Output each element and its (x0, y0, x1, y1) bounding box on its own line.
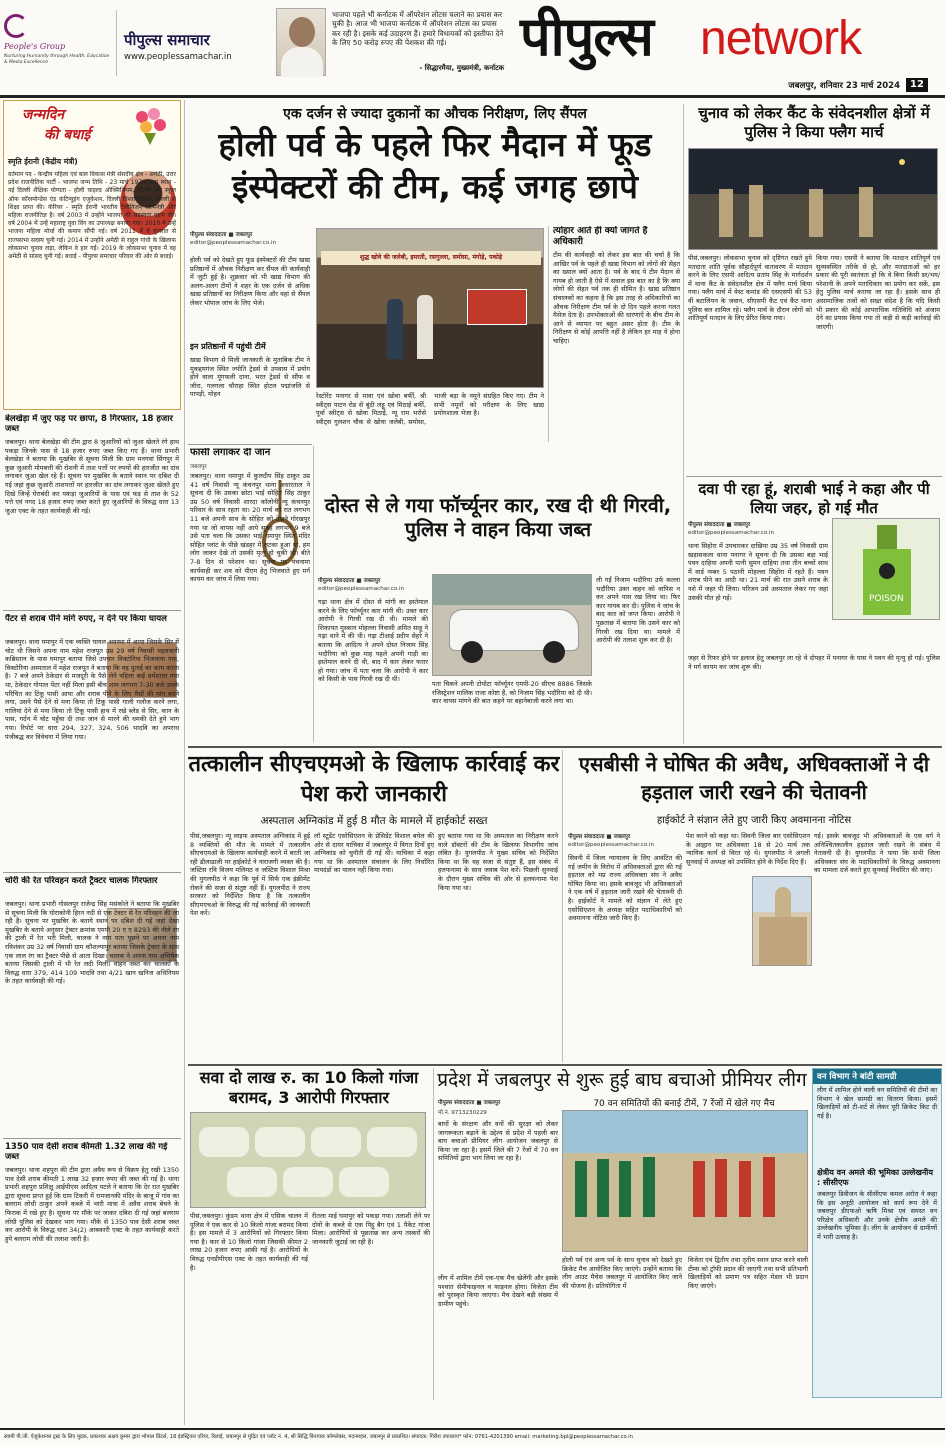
poison-email: editor@peoplessamachar.co.in (688, 530, 775, 536)
fortuner-byline: पीपुल्स संवाददाता ■ जबलपुर (318, 578, 381, 584)
fda-headline: होली पर्व के पहले फिर मैदान में फूड इंस्पेक्टरों की टीम, कई जगह छापे (218, 125, 652, 206)
forest-box-subhead: क्षेत्रीय वन अमले की भूमिका उल्लेखनीय : सीसीएफ (817, 1168, 934, 1187)
dateline: जबलपुर, शनिवार 23 मार्च 2024 (788, 81, 900, 91)
fortuner-car-photo (432, 574, 592, 676)
ganja-text: पीसं,जबलपुर। कुंडम थाना क्षेत्र में एसिक चालन में पुलिस ने एक कार से 10 किलो गांजा बरामद किया है। इस मामले में 3 आरोपियों को गिरफ्तार किया गया है। कार से 10 किलो गांजा जिसकी कीमत 2 लाख 20 हजार रुपए आंकी गई है। आरोपियों के विरुद्ध एनडीपीएस एक्ट के तहत कार्यवाही की गई है। (190, 1212, 308, 1272)
poison-byline: पीपुल्स संवाददाता ■ जबलपुर (688, 522, 751, 528)
fortuner-text-2: ली गईं निजाम भदौरिया उर्फ कल्ला भदौरिया उक्त वाहन को वापिस न कर अपने पास रख लिया था। फिर कार गायब कर दी। पुलिस ने जांच के बाद कार को जप्त किया। आरोपी ने पूछताछ में बताया कि उसने कार को गिरवी रख दिया था। मामले में आरोपी की तलाश शुरू कर दी है। (596, 576, 680, 645)
fda-sidebar-text: टीम की कार्यवाही को लेकर इस बात की चर्चा है कि आखिर पर्व के पहले ही खाद्य विभाग को लोगों की सेहत का ख्याल क्यों आता है। पर्व के बाद ये टीम मैदान से गायब हो जाती है ऐसे में सवाल इस बात का है कि क्या लोगों की सेहत पर्व तक ही सीमित है। खाद्य प्रतिष्ठान संचालकों का कहना है कि इस तरह से अधिकारियों का औचक निरीक्षण टीम पर्व के दो दिन पहले करना गलत मैसेज देता है। उपभोक्ताओं की धारणाएँ के बीच टीम के आने से व्यापार पर बहुत असर होता है। टीम के निरीक्षण से कोई आपत्ति नहीं है लेकिन हर माह ये होना चाहिए। (553, 251, 680, 345)
left-story-1-text: जबलपुर। थाना बेलखेड़ा की टीम द्वारा 8 जुआरियों को जुआ खेलते रंगे हाथ पकड़ा जिनके पास से 18 हजार रुपए जब्त किए गए हैं। थाना प्रभारी बेलखेड़ा ने बताया कि मुखबिर से सूचना मिली कि ग्राम मनगवां सिंगपुर में कुछ जुआरी मोमबत्ती की रोशनी में ताश पत्तों पर रुपयों की हारजीत का दांव लगाकर जुआ खेल रहे हैं। सूचना पर मुखबिर के बताये स्थान पर दबिश दी गई जहां कुछ जुआरी ताशपत्तों पर हारजीत का दांव लगाकर जुआ खेलते हुए दिखे जिन्हें घेराबंदी कर पकड़ा जुआरियों के पास एवं फड़ से ताश के 52 पत्ते एवं नगद 18 हजार रुपए जब्त करते हुए जुआरियों के विरुद्ध धारा 13 जुआ एक्ट के तहत कार्यवाही की गई। (5, 438, 179, 515)
cmho-deck: अस्पताल अग्निकांड में हुई 8 मौत के मामले में हाईकोर्ट सख्त (260, 815, 488, 827)
left-story-4-text: जबलपुर। थाना शहपुरा की टीम द्वारा अवैध रूप से विक्रय हेतु रखी 1350 पाव देसी शराब कीमती 1 लाख 32 हजार रुपए की जब्त की गई है। थाना प्रभारी शहपुरा प्रशिक्षु आईपीएस आदित्य पटले ने बताया कि देर रात मुखबिर द्वारा सूचना प्राप्त हुई कि ग्राम टिकरी में रामजानकी मंदिर के बाजू में गांव का बलराम लोधी ठाकुर अपने कब्जे में भारी मात्रा में अवैध शराब बेचने के फिराक में रखे हुए है। सूचना पर मौके पर जाकर दबिश दी गई जहां बलराम लोधी पुलिस को देखकर भाग गया। मौके से 1350 पाव देसी शराब जब्त कर आरोपी के विरुद्ध धारा 34(2) आबकारी एक्ट के तहत कार्यवाही करते हुये बलराम लोधी की तलाश जारी है। (5, 1166, 179, 1243)
group-name: People's Group (4, 42, 66, 51)
fortuner-photo-caption: पता चिकने अपनी टोयोटा फॉर्च्यूनर एमपी-20 सीएच 8886 जिसके रजिस्ट्रेशन मालिक राजा कोष्टा हैं, को निजाम सिंह भदौरिया को दी थी। कार वापस मांगने की बात कहने पर बहानेबाजी करने लगा था। (432, 680, 592, 706)
shop-sign: शुद्ध खोवे की जलेबी, इमरती, रसगुल्ला, समोसा, मंगोड़े, पकोड़े (321, 251, 541, 265)
group-tagline: Nurturing Humanity through Health, Education & Media Excellence (4, 54, 110, 65)
cmho-headline: तत्कालीन सीएचएमओ के खिलाफ कार्रवाई कर पेश करो जानकारी (188, 752, 560, 807)
suicide-byline: जबलपुर (190, 464, 207, 470)
premier-league-byline: पीपुल्स संवाददाता ■ जबलपुर (438, 1100, 501, 1106)
fda-sidebar (548, 226, 680, 442)
suicide-headline: फांसी लगाकर दी जान (190, 448, 271, 458)
forest-box-text-2: जबलपुर डिवीजन के सीसीएफ कमल अरोरा ने कहा कि इस अनूठी आयोजन को कार्य रूप देने में जबलपुर डीएफओ ऋषि मिश्रा एवं समस्त वन परिक्षेत्र अधिकारी और उनके क्षेत्रीय अमले की उल्लेखनीय भूमिका है। लीग के आयोजन से ग्रामीणों में भारी उत्साह है। (817, 1190, 937, 1241)
cmho-text: पीसं,जबलपुर। न्यू लाइफ अस्पताल अग्निकांड में हुई 8 व्यक्तियों की मौत के मामले में तत्कालीन सीएचएमओ के खिलाफ कार्यवाही करने में बरती जा रही ढीलाढाली पर हाईकोर्ट ने नाराजगी व्यक्त की है। जस्टिस रवि विजय मलिमठ व जस्टिस विशाल मिश्रा की युगलपीठ ने कहा कि पूर्व में सिर्फ एक इंक्रीमेंट रोकने की सजा से संतुष्ट नहीं हैं। युगलपीठ ने राज्य सरकार को निर्देशित किया है कि तत्कालीन सीएमएचओ के विरुद्ध की गई कार्रवाई की जानकारी पेश करें। (190, 832, 310, 918)
flag-march-text-2: किया गया। एसपी ने बताया कि मतदान शांतिपूर्ण एवं सुव्यवस्थित तरीके से हो, और मतदाताओं को हर प्रकार की पूरी स्वतंत्रता हो कि वे बिना किसी डर/भय/परेशानी के अपने मताधिकार का प्रयोग कर सकें, इस हेतु पुलिस मार्च कराया जा रहा है। इसके साथ ही असामाजिक तत्वों को सख्त संदेश है कि यदि किसी भी प्रकार की कोई आपराधिक गतिविधि को अंजाम देने का प्रयास किया गया तो कड़ी से कड़ी कार्रवाई की जाएगी। (816, 254, 940, 331)
poison-text: थाना सिहोरा में उपचारकर दाखिया उम्र 35 वर्ष निवासी ग्राम खड़ासकला थाना पनागर ने सूचना दी कि उसका बड़ा भाई पवन दाहिया अपनी पत्नी सुमन दाहिया तथा तीन बच्चों साथ में वार्ड नम्बर 5 पठानी मोहल्ला सिहोरा में रहते हैं। पवन शराब पीने का आदी था। 21 मार्च की रात उसने शराब के नशे में जहर पी लिया। परिजन उसे अस्पताल लेकर गए जहां उसकी मौत हो गई। (688, 542, 828, 602)
sbc-headline: एसबीसी ने घोषित की अवैध, अधिवक्ताओं ने दी हड़ताल जारी रखने की चेतावनी (578, 752, 930, 804)
cm-quote: भाजपा पहले भी कर्नाटक में ऑपरेशन लोटस चलाने का प्रयास कर चुकी है। आज भी भाजपा कर्नाटक में ऑपरेशन लोटस का प्रयास कर रही है। इसके कई उदाहरण हैं। हमारे विधायकों को इस्तीफा देने के लिए 50 करोड़ रुपए की पेशकश की गई। (332, 10, 504, 48)
premier-league-text: बाघों के संरक्षण और वनों की सुरक्षा को लेकर जागरूकता बढ़ाने के उद्देश्य से प्रदेश में पहली बार बाघ बचाओ प्रीमियर लीग आयोजन जबलपुर से किया जा रहा है। इसमें जिले की 7 रेंजों में 70 वन समितियों द्वारा भाग लिया जा रहा है। (438, 1120, 558, 1163)
fda-subhead: इन प्रतिष्ठानों में पहुंची टीमें (190, 342, 266, 351)
left-story-1-title: बेलखेड़ा में जुए फड़ पर छापा, 8 गिरफ्तार, 18 हजार जब्त (5, 414, 173, 434)
left-story-2-title: पैंटर से शराब पीने मांगे रुपए, न देने पर किया घायल (5, 614, 167, 624)
birthday-label-top: जन्मदिन (22, 107, 65, 123)
poison-label: POISON (869, 594, 904, 604)
premier-league-mobile: मो.नं. 9713230229 (438, 1110, 487, 1116)
flower-bouquet-icon (130, 105, 170, 145)
forest-dept-box (812, 1068, 942, 1398)
left-story-4-title: 1350 पाव देसी शराब कीमती 1.32 लाख की गई जब्त (5, 1142, 168, 1162)
footer-imprint: स्वामी पी.जी. ऐजुकेशनल ट्रस्ट के लिए मुद्रक, प्रकाशक अक्षय कुमार द्वारा भोपाल प्रिंटर्स, 18 इंडस्ट्रियल एरिया, रिछाई, जबलपुर से मुद्रित एवं प्लॉट नं. 4, श्री सिद्धि बिनायक कॉम्प्लेक्स, मदनमहल, जबलपुर से प्रकाशित। संपादक: गिरीश उपाध्याय* फोन: 0761-4201390 email: marketing.bpl@peoplessamachar.co.in (4, 1434, 633, 1440)
ganja-text-2: रीतला माई घमापुर को पकड़ा गया। तलाशी लेने पर दोनों के कब्जे से एक पिट्ठू बैग एवं 1 पैकेट गांजा मिला। आरोपियों से पूछताछ कर अन्य तस्करों की जानकारी जुटाई जा रही है। (312, 1212, 430, 1246)
flag-march-headline: चुनाव को लेकर कैंट के संवेदनशील क्षेत्रों में पुलिस ने किया फ्लैग मार्च (698, 104, 930, 141)
fda-text-2: खाद्य विभाग से मिली जानकारी के मुताबिक टीम ने मुकद्दमगंज स्थित ज्योति ट्रेडर्स से उपवास में प्रयोग होने वाला मूंगफली दाना, भरत ट्रेडर्स से सौंफ व जीरा, गलगला चौराहा स्थित होटल पद्मांजलि से पापड़ी, मोहन (190, 356, 310, 399)
paper-title-english: network (700, 12, 862, 65)
cmho-text-2: लॉ स्टूडेंट एसोसिएशन के प्रेसिडेंट विशाल बघेल की ओर से दायर याचिका में जबलपुर में विगत दिनों हुए अग्निकांड को चुनौती दी गई थी। याचिका में कहा गया था कि अस्पताल संचालन के लिए निर्धारित मापदंडों का पालन नहीं किया गया। (314, 832, 434, 875)
fortuner-headline: दोस्त से ले गया फॉर्च्यूनर कार, रख दी थी गिरवी, पुलिस ने वाहन किया जब्त (324, 494, 672, 541)
sbc-byline: पीपुल्स संवाददाता ■ जबलपुर (568, 834, 631, 840)
quote-author: - सिद्धारमैया, मुख्यमंत्री, कर्नाटक (419, 64, 504, 72)
sbc-deck: हाईकोर्ट ने संज्ञान लेते हुए जारी किए अवमानना नोटिस (656, 815, 852, 826)
birthday-person: स्मृति ईरानी (केंद्रीय मंत्री) (8, 157, 78, 166)
birthday-label-bottom: की बधाई (44, 127, 91, 143)
left-story-3-text: जबलपुर। थाना प्रभारी गोसलपुर राजेन्द्र सिंह मसंकोले ने बताया कि मुखबिर से सूचना मिली कि घोराकोनी हिरन नदी से एक टेक्टर से रेत परिवहन की जा रही है। सूचना पर मुखबिर के बताये स्थान पर दबिश दी गई जहां देखा मुखबिर के बताये अनुसार ट्रेक्टर क्रमांक एमपी 20 ए ए 8293 की नीले रंग की ट्राली में रेत भरी मिली, चालक ने नाम पता पूछने पर अपना नाम रविशंकर उम्र 32 वर्ष निवासी ग्राम कौशल्यापुर बताया जिसके ट्रेक्टर के साथ एक लाल रंग का ट्रैक्टर पीछे से आता दिखा। चालक ने अपना नाम अभिषेक बताया जिसकी ट्राली में भी रेत लदी मिली। वाहन जब्त कर चालकों के विरुद्ध धारा 379, 414 109 भादवि तथा 4/21 खान खनिज अधिनियम के तहत कार्यवाही की गई। (5, 900, 179, 986)
paper-brand: पीपुल्स समाचार (124, 31, 210, 49)
premier-league-text-3: विजेता एवं द्वितीय तथा तृतीय स्थान प्राप्त करने वाली टीम्स को ट्रॉफी प्रदान की जाएगी तथा सभी प्रतिभागी खिलाड़ियों को प्रमाण पत्र सहित मेडल भी प्रदान किए जाएंगे। (688, 1256, 808, 1290)
page-number: 12 (906, 78, 928, 92)
ganja-headline: सवा दो लाख रु. का 10 किलो गांजा बरामद, 3 आरोपी गिरफ्तार (199, 1068, 419, 1107)
flag-march-text: पीसं,जबलपुर। लोकसभा चुनाव को दृष्टिगत रखते हुये मतदाता शांति पूर्वक सौहार्दपूर्ण वातावरण में मतदान करने के लिए एसपी आदित्य प्रताप सिंह के मार्गदर्शन में थाना कैंट के संवेदनशील क्षेत्र में फ्लैग मार्च किया गया। फ्लैग मार्च में वेस्ट कमांड की एसएसपी की 53 वीं बटालियन के जवान, सीएसपी कैंट एवं कैंट थाना पुलिस बल शामिल रहे। फ्लैग मार्च के दौरान लोगों को शांतिपूर्ण मतदान के लिए प्रेरित किया गया। (688, 254, 812, 323)
premier-league-photo-caption: होली पर्व एवं अन्य पर्व के साथ चुनाव को देखते हुए क्रिकेट मैच आयोजित किए जाएंगे। उन्होंने बताया कि लीग आउट मैचेस जबलपुर में आयोजित किए जाने की योजना है। प्रतियोगिता में (562, 1256, 682, 1290)
paper-title-hindi: पीपुल्स (520, 5, 653, 68)
sbc-text-3: गई। इसके बावजूद भी अधिवक्ताओं के एक वर्ग ने अनिश्चितकालीन हड़ताल जारी रखने के संबंध में नेतावनी दी है। युगलपीठ ने पाया कि सभी जिला अधिवक्ता संघ के पदाधिकारियों के विरुद्ध अवमानना का मामला दर्ज करते हुए सुनवाई निर्धारित की जाए। (814, 832, 940, 875)
sbc-email: editor@peoplessamachar.co.in (568, 842, 655, 848)
cricket-team-photo (562, 1110, 808, 1252)
left-column (3, 414, 181, 1424)
peoples-group-logo (4, 14, 28, 38)
cm-photo (276, 8, 326, 76)
fda-kicker: एक दर्जन से ज्यादा दुकानों का औचक निरीक्षण, लिए सैंपल (283, 106, 587, 122)
ganja-packets-photo (190, 1112, 426, 1208)
fda-sidebar-title: त्योहार आते ही क्यों जागते हैं अधिकारी (553, 226, 648, 247)
sbc-text: सिवनी में जिला न्यायालय के लिए आवंटित की गई जमीन के विरोध में अधिवक्ताओं द्वारा की गई हड़ताल को मप्र राज्य अधिवक्ता संघ ने अवैध घोषित किया था। इसके बावजूद भी अधिवक्ताओं ने एक वर्ष में हड़ताल जारी रखने की चेतावनी दी है। हाईकोर्ट ने मामले को संज्ञान में लेते हुए एसोसिएशन के अध्यक्ष सहित पदाधिकारियों को अवमानना नोटिस जारी किए हैं। (568, 854, 682, 923)
suicide-text: जबलपुर। थाना घमापुर में कुलदीप सिंह ठाकुर उम्र 41 वर्ष निवासी न्यू कंचनपुर थाना अधारताल ने सूचना दी कि उसका छोटा भाई सोहित सिंह ठाकुर उम्र 50 वर्ष निवासी शारदा कॉलोनी न्यू कंचनपुर परिवार के साथ रहता था। 20 मार्च को रात लगभग 11 बजे अपनी साथ के सोहित को देखने गोरखपुर गया था जो वापस नहीं आये सुबह लगभग 9 बजे उसे पता चला कि उसका भाई घमापुर स्थित मंदिर सोहित प्लांट के पीछे खंडहर में लटका हुआ था, हम लोग जाकर देखे तो उसकी मृत्यु हो चुकी थी। बीते 7-8 दिन से परेशान था। सूचना पर पंचनामा कार्यवाही कर शव को पीएम हेतु भिजवाते हुए मर्ग कायम कर जांच में लिया गया। (190, 472, 310, 584)
forest-box-text: लीग में शामिल होने वाली वन समितियों की टीमों का विभाग ने खेल सामग्री का वितरण किया। इसमें खिलाड़ियों को टी-शर्ट से लेकर पूरी क्रिकेट किट दी गई है। (817, 1086, 937, 1120)
fda-byline: पीपुल्स संवाददाता ■ जबलपुर (190, 232, 253, 238)
poison-bottle-icon (833, 519, 940, 620)
fda-email: editor@peoplessamachar.co.in (190, 240, 277, 246)
premier-league-text-2: लीग में शामिल टीमें एक-एक मैच खेलेंगी और इसके पश्चात सेमीफाइनल व फाइनल होगा। विजेता टीम को पुरस्कृत किया जाएगा। मैच देखने बड़ी संख्या में ग्रामीण पहुंचे। (438, 1274, 558, 1308)
birthday-box (3, 100, 181, 410)
poison-bottle-photo (832, 518, 940, 620)
fda-text: होली पर्व को देखते हुए फूड इंस्पेक्टरों की टीम खाद्य प्रतिष्ठानों में औचक निरीक्षण कर सैंपल की कार्यवाही में जुटी हुई है। शुक्रवार को भी खाद्य विभाग की अलग-अलग टीमों ने शहर के एक दर्जन से अधिक खाद्य प्रतिष्ठानों का निरीक्षण किया और वहां से सैंपल लेकर भोपाल जांच के लिए भेजे। (190, 256, 310, 307)
high-court-photo (752, 876, 812, 966)
left-story-3-title: चोरी की रेत परिवहन करते ट्रैक्टर चालक गिरफ्तार (5, 876, 158, 886)
website-link[interactable]: www.peoplessamachar.in (124, 52, 232, 62)
poison-text-2: जहर से रिफर होने पर इलाज हेतु जबलपुर ला रहे थे दोपहर में पनागर के पास ने पवन की मृत्यु हो गई। पुलिस ने मर्ग कायम कर जांच शुरू की। (688, 654, 940, 671)
birthday-text: वर्तमान पद - केन्द्रीय महिला एवं बाल विकास मंत्री संसदीय क्षेत्र - अमेठी, उत्तर प्रदेश राजनीतिक पार्टी - भाजपा जन्म तिथि - 23 मार्च 1976 जन्म स्थान - नई दिल्ली शैक्षिक योग्यता - होली चाइल्ड ऑक्सिलियम, दिल्ली और स्कूल ऑफ कॉरस्पोन्डेंस एंड कंटिन्यूइंग एजुकेशन, दिल्ली विश्वविद्यालय, दिल्ली से शिक्षा प्राप्त की। कॅरियर - स्मृति ईरानी भारतीय टेलीविजन अभिनेत्री और महिला राजनीतिज्ञ है। वर्ष 2003 में उन्होंने भाजपा की सदस्यता ग्रहण की। वर्ष 2004 में उन्हें महाराष्ट्र युवा विंग का उपाध्यक्ष बनाया गया। 2010 में उन्हें भाजपा महिला मोर्चा की कमान सौंपी गई। वर्ष 2011 में वे गुजरात से राज्यसभा सदस्य चुनी गई। 2014 में उन्होंने अमेठी से राहुल गांधी के खिलाफ लोकसभा चुनाव लड़ा, लेकिन वे हार गईं। 2019 के लोकसभा चुनाव में वह अमेठी से सांसद चुनी गईं। बधाई - पीपुल्स समाचार परिवार की ओर से बधाई। (8, 171, 176, 261)
cmho-text-3: हुए बताया गया था कि अस्पताल का निरीक्षण करने वाले डॉक्टरों की टीम के खिलाफ विभागीय जांच लंबित है। युगलपीठ ने मुख्य सचिव को निर्देशित किया था कि वह सजा से संतुष्ट हैं, इस संबंध में हलफनामा के साथ जवाब पेश करें। पिछली सुनवाई के दौरान मुख्य सचिव की ओर से हलफनामा पेश किया गया था। (438, 832, 558, 892)
left-story-2-text: जबलपुर। थाना घमापुर में एक व्यक्ति घायल अवस्था में आया जिसके सिर में चोट थी जिसने अपना नाम महेश राजपूत उम्र 29 वर्ष निवासी पहलवानी कब्रिस्तान के पास घमापुर बताया जिसे उपचार विक्टोरिया भिजवाया गया, विक्टोरिया अस्पताल में महेश राजपूत ने बताया कि वह पुताई का काम करता है। 7 बजे अपने ठेकेदार से मजदूरी के पैसे लेने पहिला बाई धर्मशाला गया था, ठेकेदार गोपाल पेंटर नहीं मिला इसी बीच शाम लगभग 7-30 बजे उसके परिचित का टिंकू पासी आया और शराब पीने के लिए पैसों की मांग करने लगा, उसने पैसे देने से मना किया तो टिंकू पासी गाली गलौज करने लगा, गालियां देने से मना किया तो टिंकू पासी हाथ में रखे ब्लेड से सिर, कान के पास, गर्दन में चोट पहुँचा दी तथा जान से मारने की धमकी देते हुये भाग गया। रिपोर्ट पर धारा 294, 327, 324, 506 भादवि का अपराध पंजीबद्ध कर विवेचना में लिया गया। (5, 638, 179, 741)
fortuner-text: गढ़ा थाना क्षेत्र में दोस्त से मांगी का इस्तेमाल करने के लिए फॉर्च्यूनर कार मांगी थी। उक्त कार आरोपी ने गिरवी रख दी थी। मामले की शिकायत मुस्कान मोहल्ला निवासी अमित साहू ने गढ़ा थाने में की थी। गढ़ा टीआई प्रदीप सेहरे ने बताया कि आदित्य ने अपने दोस्त निजाम सिंह भदौरिया को कुछ माह पहले अपनी गाड़ी का इस्तेमाल करने दी थी, बाद में कार लेकर फरार हो गया। जांच में पता चला कि आरोपी ने कार को किसी के पास गिरवी रख दी थी। (318, 598, 428, 684)
premier-league-headline: प्रदेश में जबलपुर से शुरू हुई बाघ बचाओ प्रीमियर लीग (437, 1069, 807, 1091)
fortuner-email: editor@peoplessamachar.co.in (318, 586, 405, 592)
sbc-text-2: पेश करने को कहा था। सिवनी जिला बार एसोसिएशन के आह्वान पर अधिवक्ता 18 से 20 मार्च तक न्यायिक कार्य से विरत रहे थे। युगलपीठ ने अगली सुनवाई में अध्यक्ष को उपस्थित होने के निर्देश दिए हैं। (686, 832, 810, 866)
premier-league-deck: 70 वन समितियों की बनाई टीमें, 7 रेंजों में खेले गए मैच (593, 1099, 775, 1109)
flag-march-photo (688, 148, 938, 250)
sweet-shop-photo (316, 228, 544, 388)
forest-box-title: वन विभाग ने बांटी सामग्री (813, 1069, 941, 1084)
poison-headline: दवा पी रहा हूं, शराबी भाई ने कहा और पी लिया जहर, हो गई मौत (698, 480, 930, 517)
fda-photo-caption: रेस्टोरेंट पनागर से मावा एवं खोवा बर्फी, श्री स्वीट्स पाटन रोड से बूंदी लड्डू एवं मिठाई बर्फी, पूर्वा स्वीट्स से खोवा मिठाई, न्यू राम भरोसे स्वीट्स गुलशन चौक से खोवा जलेबी, समोसा, भाजी बड़ा के नमूने संग्रहित किए गए। टीम ने सभी नमूनों को परीक्षण के लिए खाद्य प्रयोगशाला भेजा है। (316, 392, 544, 426)
